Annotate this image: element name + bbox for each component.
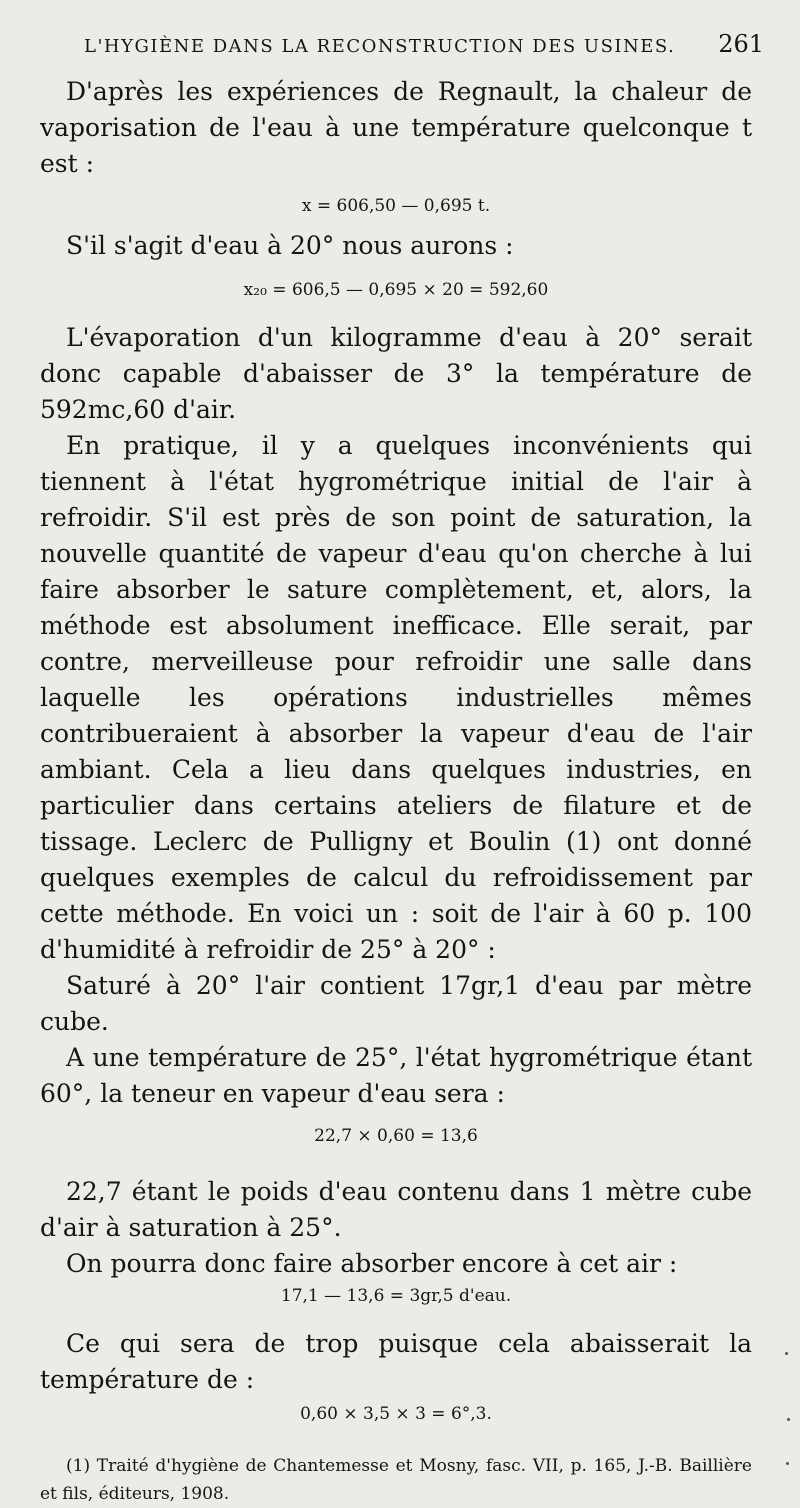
equation: 0,60 × 3,5 × 3 = 6°,3. xyxy=(300,1404,492,1424)
paragraph: D'après les expériences de Regnault, la chaleur de vaporisation de l'eau à une température quelconque t est : xyxy=(40,77,752,178)
paragraph: Ce qui sera de trop puisque cela abaisserait la température de : xyxy=(40,1329,752,1394)
equation: 17,1 — 13,6 = 3gr,5 d'eau. xyxy=(280,1286,512,1306)
running-title: L'HYGIÈNE DANS LA RECONSTRUCTION DES USINES. xyxy=(84,36,676,57)
paragraph: On pourra donc faire absorber encore à cet air : xyxy=(66,1249,678,1278)
equation: x₂₀ = 606,5 — 0,695 × 20 = 592,60 xyxy=(243,280,549,300)
paper-speck xyxy=(786,1462,789,1465)
paragraph: S'il s'agit d'eau à 20° nous aurons : xyxy=(66,231,514,260)
equation: x = 606,50 — 0,695 t. xyxy=(301,196,491,216)
paper-speck xyxy=(787,1418,790,1421)
equation: 22,7 × 0,60 = 13,6 xyxy=(314,1126,478,1146)
page-number: 261 xyxy=(718,30,764,58)
paragraph: En pratique, il y a quelques inconvénients qui tiennent à l'état hygrométrique initial de l'air à refroidir. S'il est près de son point de saturation, la nouvelle quantité de vapeur d'eau qu'on cherche à lui faire absorber le sature complètement, et, alors, la méthode est absolument inefficace. Elle serait, par contre, merveilleuse pour refroidir une salle dans laquelle les opérations industrielles mêmes contribueraient à absorber la vapeur d'eau de l'air ambiant. Cela a lieu dans quelques industries, en particulier dans certains ateliers de filature et de tissage. Leclerc de Pulligny et Boulin (1) ont donné quelques exemples de calcul du refroidissement par cette méthode. En voici un : soit de l'air à 60 p. 100 d'humidité à refroidir de 25° à 20° : xyxy=(40,431,752,964)
paper-speck xyxy=(785,1352,788,1355)
paragraph: Saturé à 20° l'air contient 17gr,1 d'eau par mètre cube. xyxy=(40,971,752,1036)
footnote: (1) Traité d'hygiène de Chantemesse et Mosny, fasc. VII, p. 165, J.-B. Baillière et fils, éditeurs, 1908. xyxy=(40,1456,752,1504)
paragraph: A une température de 25°, l'état hygrométrique étant 60°, la teneur en vapeur d'eau sera : xyxy=(40,1043,752,1108)
page-header xyxy=(84,30,764,58)
main-text xyxy=(40,74,752,1508)
paragraph: 22,7 étant le poids d'eau contenu dans 1 mètre cube d'air à saturation à 25°. xyxy=(40,1177,752,1242)
paragraph: L'évaporation d'un kilogramme d'eau à 20° serait donc capable d'abaisser de 3° la température de 592mc,60 d'air. xyxy=(40,323,752,424)
